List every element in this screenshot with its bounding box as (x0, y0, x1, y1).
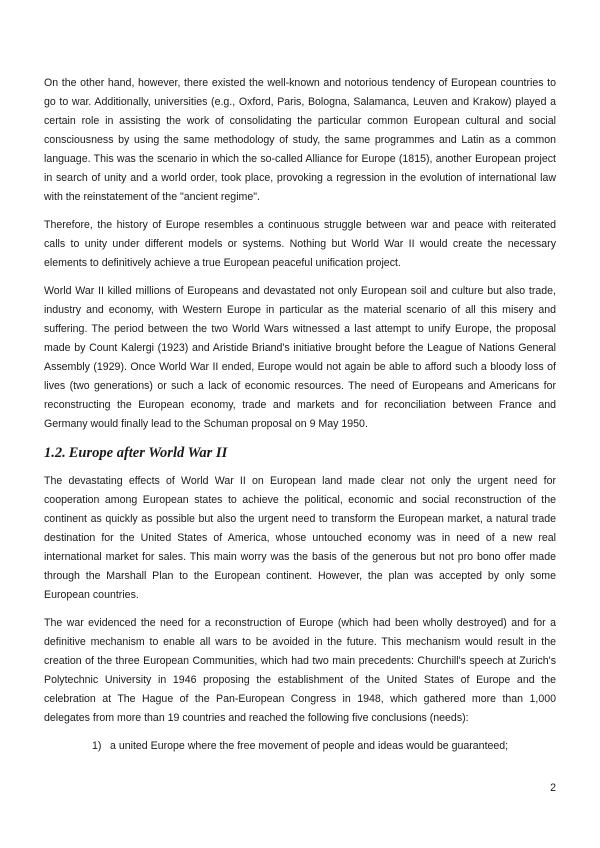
section-title: Europe after World War II (68, 445, 228, 461)
paragraph-devastating-effects: The devastating effects of World War II on European land made clear not only the urgent need for cooperation among European states to achieve the political, economic and social reconstruction of the continent as quickly as possible but also the urgent need to transform the European market, a natural trade destination for the United States of America, whose untouched economy was in need of a new real international market for sales. This main worry was the basis of the generous but not pro bono offer made through the Marshall Plan to the European continent. However, the plan was accepted by only some European countries. (44, 475, 556, 601)
section-number: 1.2. (44, 445, 66, 461)
paragraph-world-war-two: World War II killed millions of Europeans and devastated not only European soil and culture but also trade, industry and economy, with Western Europe in particular as the material scenario of all this misery and suffering. The period between the two World Wars witnessed a last attempt to unify Europe, the proposal made by Count Kalergi (1923) and Aristide Briand's initiative brought before the League of Nations General Assembly (1929). Once World War II ended, Europe would not again be able to afford such a bloody loss of lives (two generations) or such a lack of economic resources. The need of Europeans and Americans for reconstructing the European economy, trade and markets and for reconciliation between France and Germany would finally lead to the Schuman proposal on 9 May 1950. (44, 285, 556, 430)
section-heading (44, 443, 556, 463)
conclusions-list (44, 737, 556, 756)
paragraph-history-struggle: Therefore, the history of Europe resembles a continuous struggle between war and peace with reiterated calls to unity under different models or systems. Nothing but World War II would create the necessary elements to definitively achieve a true European peaceful unification project. (44, 219, 556, 269)
list-item-text: a united Europe where the free movement of people and ideas would be guaranteed; (110, 740, 509, 752)
list-item (44, 737, 556, 756)
list-marker: 1) (92, 740, 102, 752)
page-body (44, 74, 556, 756)
page-number: 2 (550, 782, 556, 794)
paragraph-war-tendency: On the other hand, however, there existed the well-known and notorious tendency of European countries to go to war. Additionally, universities (e.g., Oxford, Paris, Bologna, Salamanca, Leuven and Krakow) played a certain role in assisting the work of consolidating the particular common European cultural and social consciousness by using the same methodology of study, the same programmes and Latin as a common language. This was the scenario in which the so-called Alliance for Europe (1815), another European project in search of unity and a world order, took place, provoking a regression in the evolution of international law with the reinstatement of the "ancient regime". (44, 77, 556, 203)
paragraph-reconstruction: The war evidenced the need for a reconstruction of Europe (which had been wholly destroyed) and for a definitive mechanism to enable all wars to be avoided in the future. This mechanism would result in the creation of the three European Communities, which had two main precedents: Churchill's speech at Zurich's Polytechnic University in 1946 proposing the establishment of the United States of Europe and the celebration at The Hague of the Pan-European Congress in 1948, which gathered more than 1,000 delegates from more than 19 countries and reached the following five conclusions (needs): (44, 617, 556, 724)
